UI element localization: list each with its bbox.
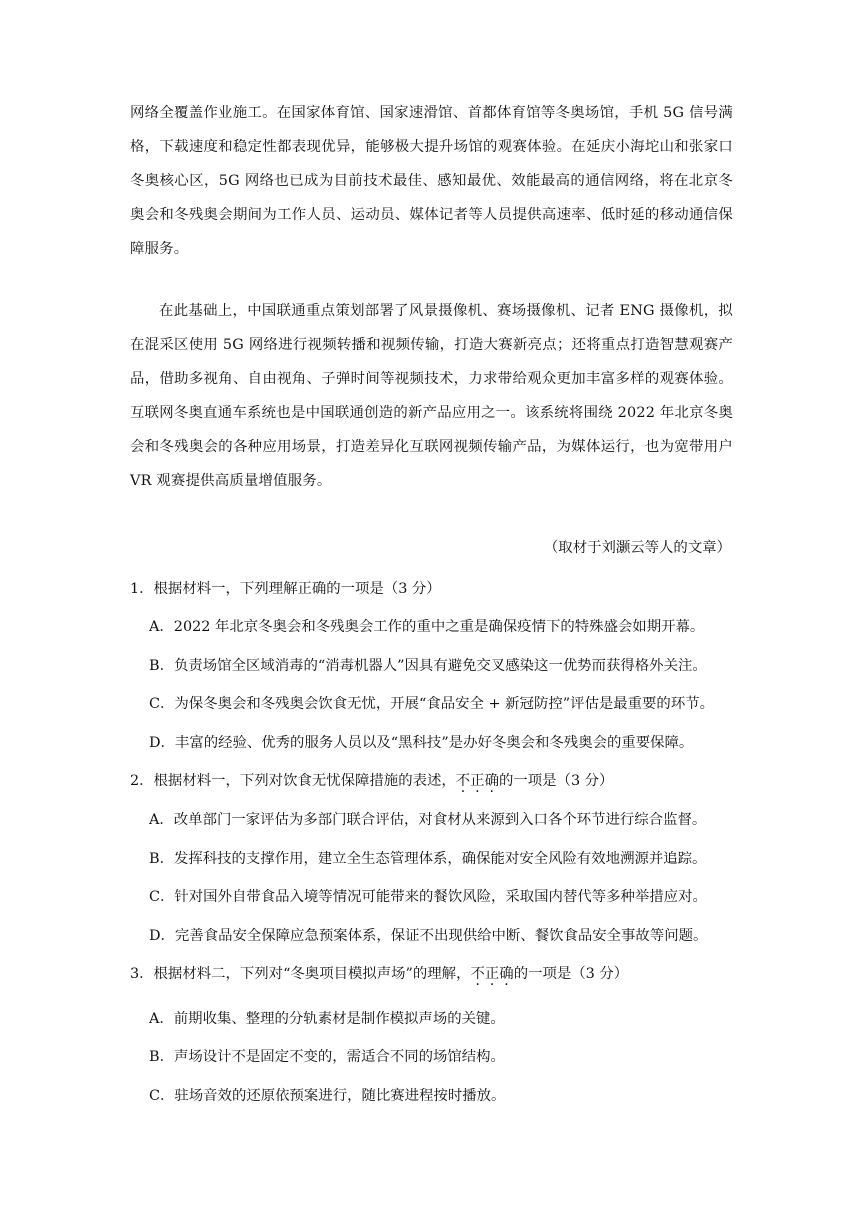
question-2-option-d: D．完善食品安全保障应急预案体系，保证不出现供给中断、餐饮食品安全事故等问题。 <box>149 928 708 944</box>
question-3-option-b: B．声场设计不是固定不变的，需适合不同的场馆结构。 <box>149 1049 505 1065</box>
question-2-option-c: C．针对国外自带食品入境等情况可能带来的餐饮风险，采取国内替代等多种举措应对。 <box>149 889 707 905</box>
emphasis-char: 正 <box>484 966 500 982</box>
question-2-stem <box>130 767 613 795</box>
passage-paragraph-1: 网络全覆盖作业施工。在国家体育馆、国家速滑馆、首都体育馆等冬奥场馆，手机 5G 信号满格，下载速度和稳定性都表现优异，能够极大提升场馆的观赛体验。在延庆小海坨山和张家口冬奥核心区，5G 网络也已成为目前技术最佳、感知最优、效能最高的通信网络，将在北京冬奥会和冬残奥会期间为工作人员、运动员、媒体记者等人员提供高速率、低时延的移动通信保障服务。 <box>130 105 733 257</box>
question-1-option-c: C．为保冬奥会和冬残奥会饮食无忧，开展“食品安全 + 新冠防控”评估是最重要的环节。 <box>149 696 714 712</box>
question-3-stem <box>130 960 628 988</box>
question-2-stem-before: 2．根据材料一，下列对饮食无忧保障措施的表述， <box>130 773 456 789</box>
emphasis-char: 确 <box>484 773 499 789</box>
emphasis-char: 不 <box>455 773 471 789</box>
emphasis-char: 正 <box>470 773 485 789</box>
emphasis-char: 不 <box>470 966 485 982</box>
question-3-option-c: C．驻场音效的还原依预案进行，随比赛进程按时播放。 <box>149 1088 506 1104</box>
emphasis-char: 确 <box>499 966 514 982</box>
question-3-option-a: A．前期收集、整理的分轨素材是制作模拟声场的关键。 <box>149 1011 505 1027</box>
question-3-stem-before: 3．根据材料二，下列对“冬奥项目模拟声场”的理解， <box>130 966 471 982</box>
question-3-stem-after: 的一项是（3 分） <box>513 966 629 982</box>
question-2-option-a: A．改单部门一家评估为多部门联合评估，对食材从来源到入口各个环节进行综合监督。 <box>149 812 707 828</box>
question-1-option-d: D．丰富的经验、优秀的服务人员以及“黑科技”是办好冬奥会和冬残奥会的重要保障。 <box>149 735 694 751</box>
passage-paragraph-2: 在此基础上，中国联通重点策划部署了风景摄像机、赛场摄像机、记者 ENG 摄像机，拟在混采区使用 5G 网络进行视频转播和视频传输，打造大赛新亮点；还将重点打造智慧观赛产品，借助多视角、自由视角、子弹时间等视频技术，力求带给观众更加丰富多样的观赛体验。互联网冬奥直通车系统也是中国联通创造的新产品应用之一。该系统将围绕 2022 年北京冬奥会和冬残奥会的各种应用场景，打造差异化互联网视频传输产品，为媒体运行，也为宽带用户 VR 观赛提供高质量增值服务。 <box>130 303 733 489</box>
passage-source: （取材于刘灏云等人的文章） <box>543 540 731 556</box>
question-1-stem: 1．根据材料一，下列理解正确的一项是（3 分） <box>130 581 441 597</box>
question-1-option-b: B．负责场馆全区域消毒的“消毒机器人”因具有避免交叉感染这一优势而获得格外关注。 <box>149 658 707 674</box>
question-2-stem-after: 的一项是（3 分） <box>498 773 614 789</box>
question-1-option-a: A．2022 年北京冬奥会和冬残奥会工作的重中之重是确保疫情下的特殊盛会如期开幕。 <box>149 619 705 635</box>
question-2-option-b: B．发挥科技的支撑作用，建立全生态管理体系，确保能对安全风险有效地溯源并追踪。 <box>149 851 707 867</box>
